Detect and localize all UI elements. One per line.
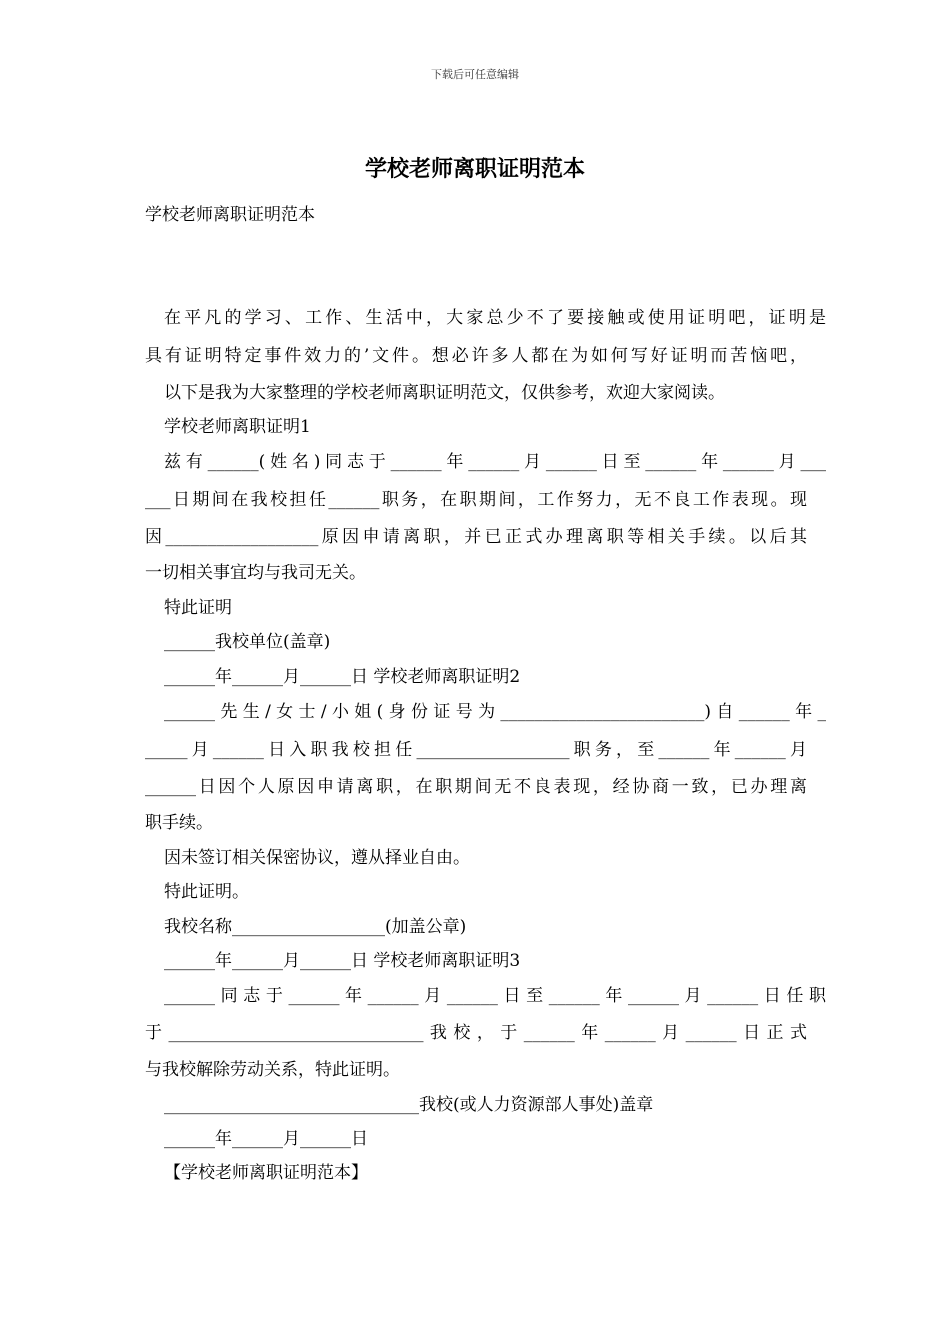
paragraph-line: ______先生/女士/小姐(身份证号为________________________)自______年_ — [164, 702, 826, 722]
page-title: 学校老师离职证明范本 — [364, 156, 585, 182]
section-heading: 学校老师离职证明1 — [164, 417, 311, 437]
paragraph-line: 因__________________原因申请离职，并已正式办理离职等相关手续。以后其 — [145, 527, 807, 547]
paragraph-line: 兹有______(姓名)同志于______年______月______日至______年______月___ — [164, 452, 826, 472]
paragraph-line: ______________________________我校(或人力资源部人事处)盖章 — [164, 1095, 654, 1115]
closing-line: 【学校老师离职证明范本】 — [164, 1163, 368, 1183]
paragraph-line: ______年______月______日 — [164, 1129, 368, 1149]
paragraph-line: 特此证明 — [164, 598, 232, 618]
header-note: 下载后可任意编辑 — [431, 68, 519, 81]
paragraph-line: 特此证明。 — [164, 882, 249, 902]
paragraph-line: ___日期间在我校担任______职务，在职期间，工作努力，无不良工作表现。现 — [145, 490, 807, 510]
paragraph-line: ______同志于______年______月______日至______年______月______日任职 — [164, 986, 826, 1006]
paragraph-line: 因未签订相关保密协议，遵从择业自由。 — [164, 848, 470, 868]
paragraph-line: 我校名称__________________(加盖公章) — [164, 917, 467, 937]
paragraph-line: _____月______日入职我校担任__________________职务，至______年______月 — [145, 740, 807, 760]
page-subtitle: 学校老师离职证明范本 — [145, 205, 315, 225]
paragraph-line: 于______________________________我校，于______年______月______日正式 — [145, 1023, 807, 1043]
paragraph-line: ______年______月______日 学校老师离职证明2 — [164, 667, 521, 687]
paragraph-line: 具有证明特定事件效力的’文件。想必许多人都在为如何写好证明而苦恼吧， — [145, 346, 807, 366]
paragraph-line: ______日因个人原因申请离职，在职期间无不良表现，经协商一致，已办理离 — [145, 777, 807, 797]
paragraph-line: 在平凡的学习、工作、生活中，大家总少不了要接触或使用证明吧，证明是 — [164, 308, 826, 328]
paragraph-line: 以下是我为大家整理的学校老师离职证明范文，仅供参考，欢迎大家阅读。 — [164, 383, 725, 403]
paragraph-line: 职手续。 — [145, 813, 213, 833]
paragraph-line: 与我校解除劳动关系，特此证明。 — [145, 1060, 400, 1080]
paragraph-line: 一切相关事宜均与我司无关。 — [145, 563, 366, 583]
paragraph-line: ______我校单位(盖章) — [164, 632, 331, 652]
paragraph-line: ______年______月______日 学校老师离职证明3 — [164, 951, 521, 971]
